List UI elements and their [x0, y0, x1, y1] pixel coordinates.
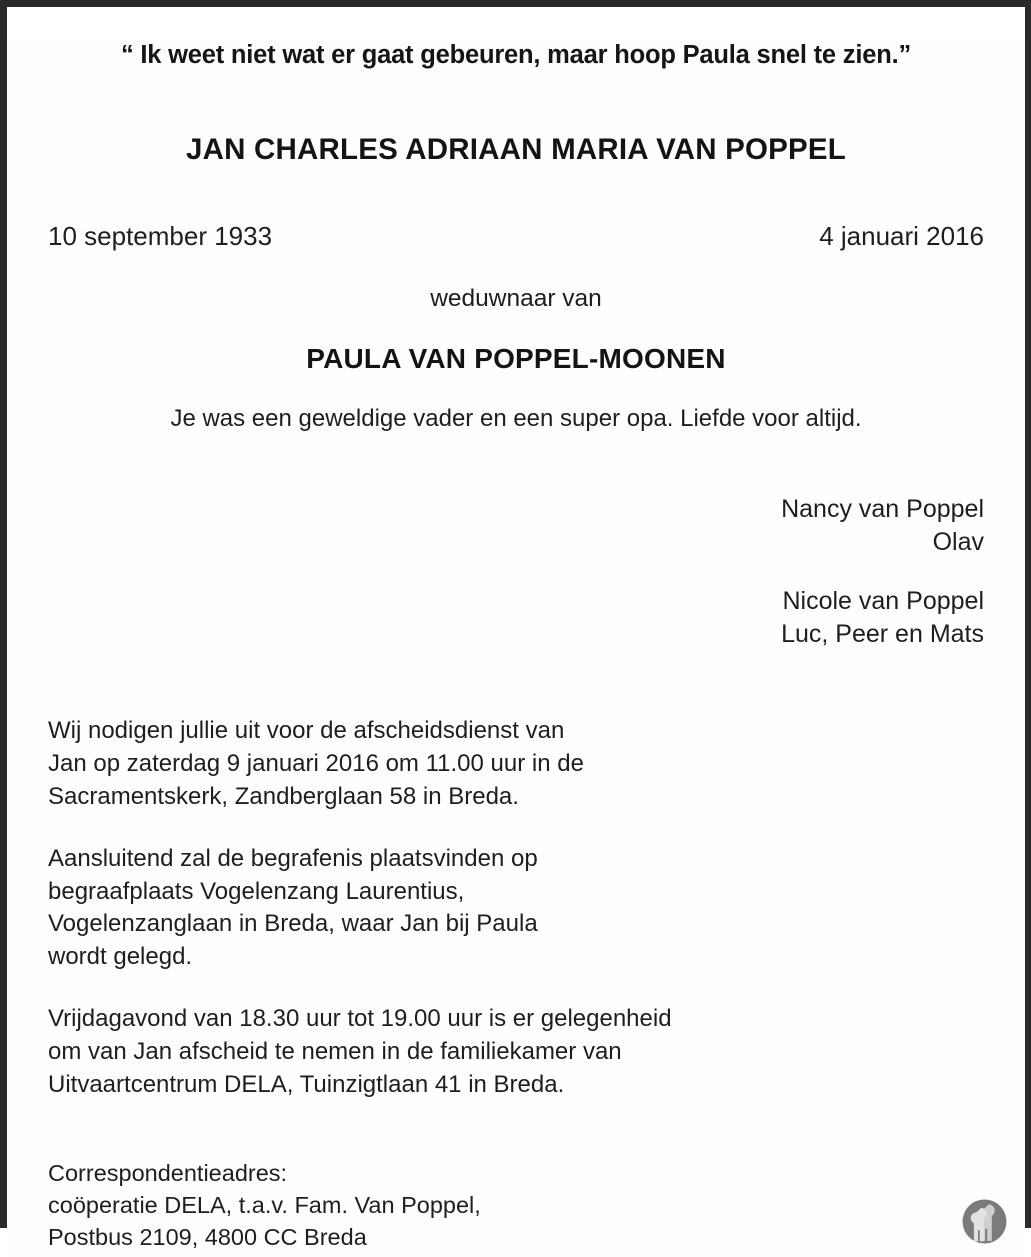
detail-line: om van Jan afscheid te nemen in de familiekamer van	[48, 1038, 622, 1065]
survivor-group	[48, 493, 984, 560]
correspondence-block	[48, 1157, 984, 1254]
tribute-text: Je was een geweldige vader en een super opa. Liefde voor altijd.	[170, 405, 862, 432]
embracing-figures-icon	[958, 1195, 1011, 1248]
dela-logo	[958, 1195, 1011, 1248]
birth-date: 10 september 1933	[48, 221, 273, 251]
detail-line: Vrijdagavond van 18.30 uur tot 19.00 uur is er gelegenheid	[48, 1005, 672, 1033]
detail-line: Sacramentskerk, Zandberglaan 58 in Breda.	[48, 782, 519, 810]
service-details	[48, 715, 984, 1102]
detail-line: Aansluitend zal de begrafenis plaatsvinden op	[48, 844, 538, 872]
survivors-block	[48, 493, 984, 651]
detail-line: wordt gelegd.	[48, 943, 193, 971]
detail-paragraph	[48, 843, 984, 975]
death-date: 4 januari 2016	[819, 221, 984, 251]
card-inner	[7, 41, 1025, 1257]
survivor-group	[48, 585, 984, 652]
deceased-name: JAN CHARLES ADRIAAN MARIA VAN POPPEL	[185, 133, 847, 166]
detail-line: Uitvaartcentrum DELA, Tuinzigtlaan 41 in Breda.	[48, 1070, 565, 1098]
detail-line: Vogelenzanglaan in Breda, waar Jan bij Paula	[48, 910, 538, 938]
relation-label: weduwnaar van	[430, 285, 602, 312]
survivor-name: Nicole van Poppel	[782, 586, 984, 615]
survivor-name: Nancy van Poppel	[781, 495, 984, 523]
detail-paragraph	[48, 1003, 984, 1102]
detail-line: Wij nodigen jullie uit voor de afscheidsdienst van	[48, 717, 565, 744]
memorial-quote: “ Ik weet niet wat er gaat gebeuren, maar hoop Paula snel te zien.”	[120, 41, 912, 69]
detail-line: Jan op zaterdag 9 januari 2016 om 11.00 uur in de	[48, 749, 584, 777]
detail-paragraph	[48, 715, 984, 814]
detail-line: begraafplaats Vogelenzang Laurentius,	[48, 877, 465, 905]
spouse-name: PAULA VAN POPPEL-MOONEN	[306, 343, 726, 374]
correspondence-address: Postbus 2109, 4800 CC Breda	[48, 1224, 367, 1251]
survivor-name: Olav	[932, 528, 984, 557]
correspondence-label: Correspondentieadres:	[48, 1159, 288, 1186]
life-dates-row	[48, 221, 984, 252]
correspondence-organisation: coöperatie DELA, t.a.v. Fam. Van Poppel,	[48, 1191, 481, 1218]
survivor-name: Luc, Peer en Mats	[781, 619, 984, 648]
